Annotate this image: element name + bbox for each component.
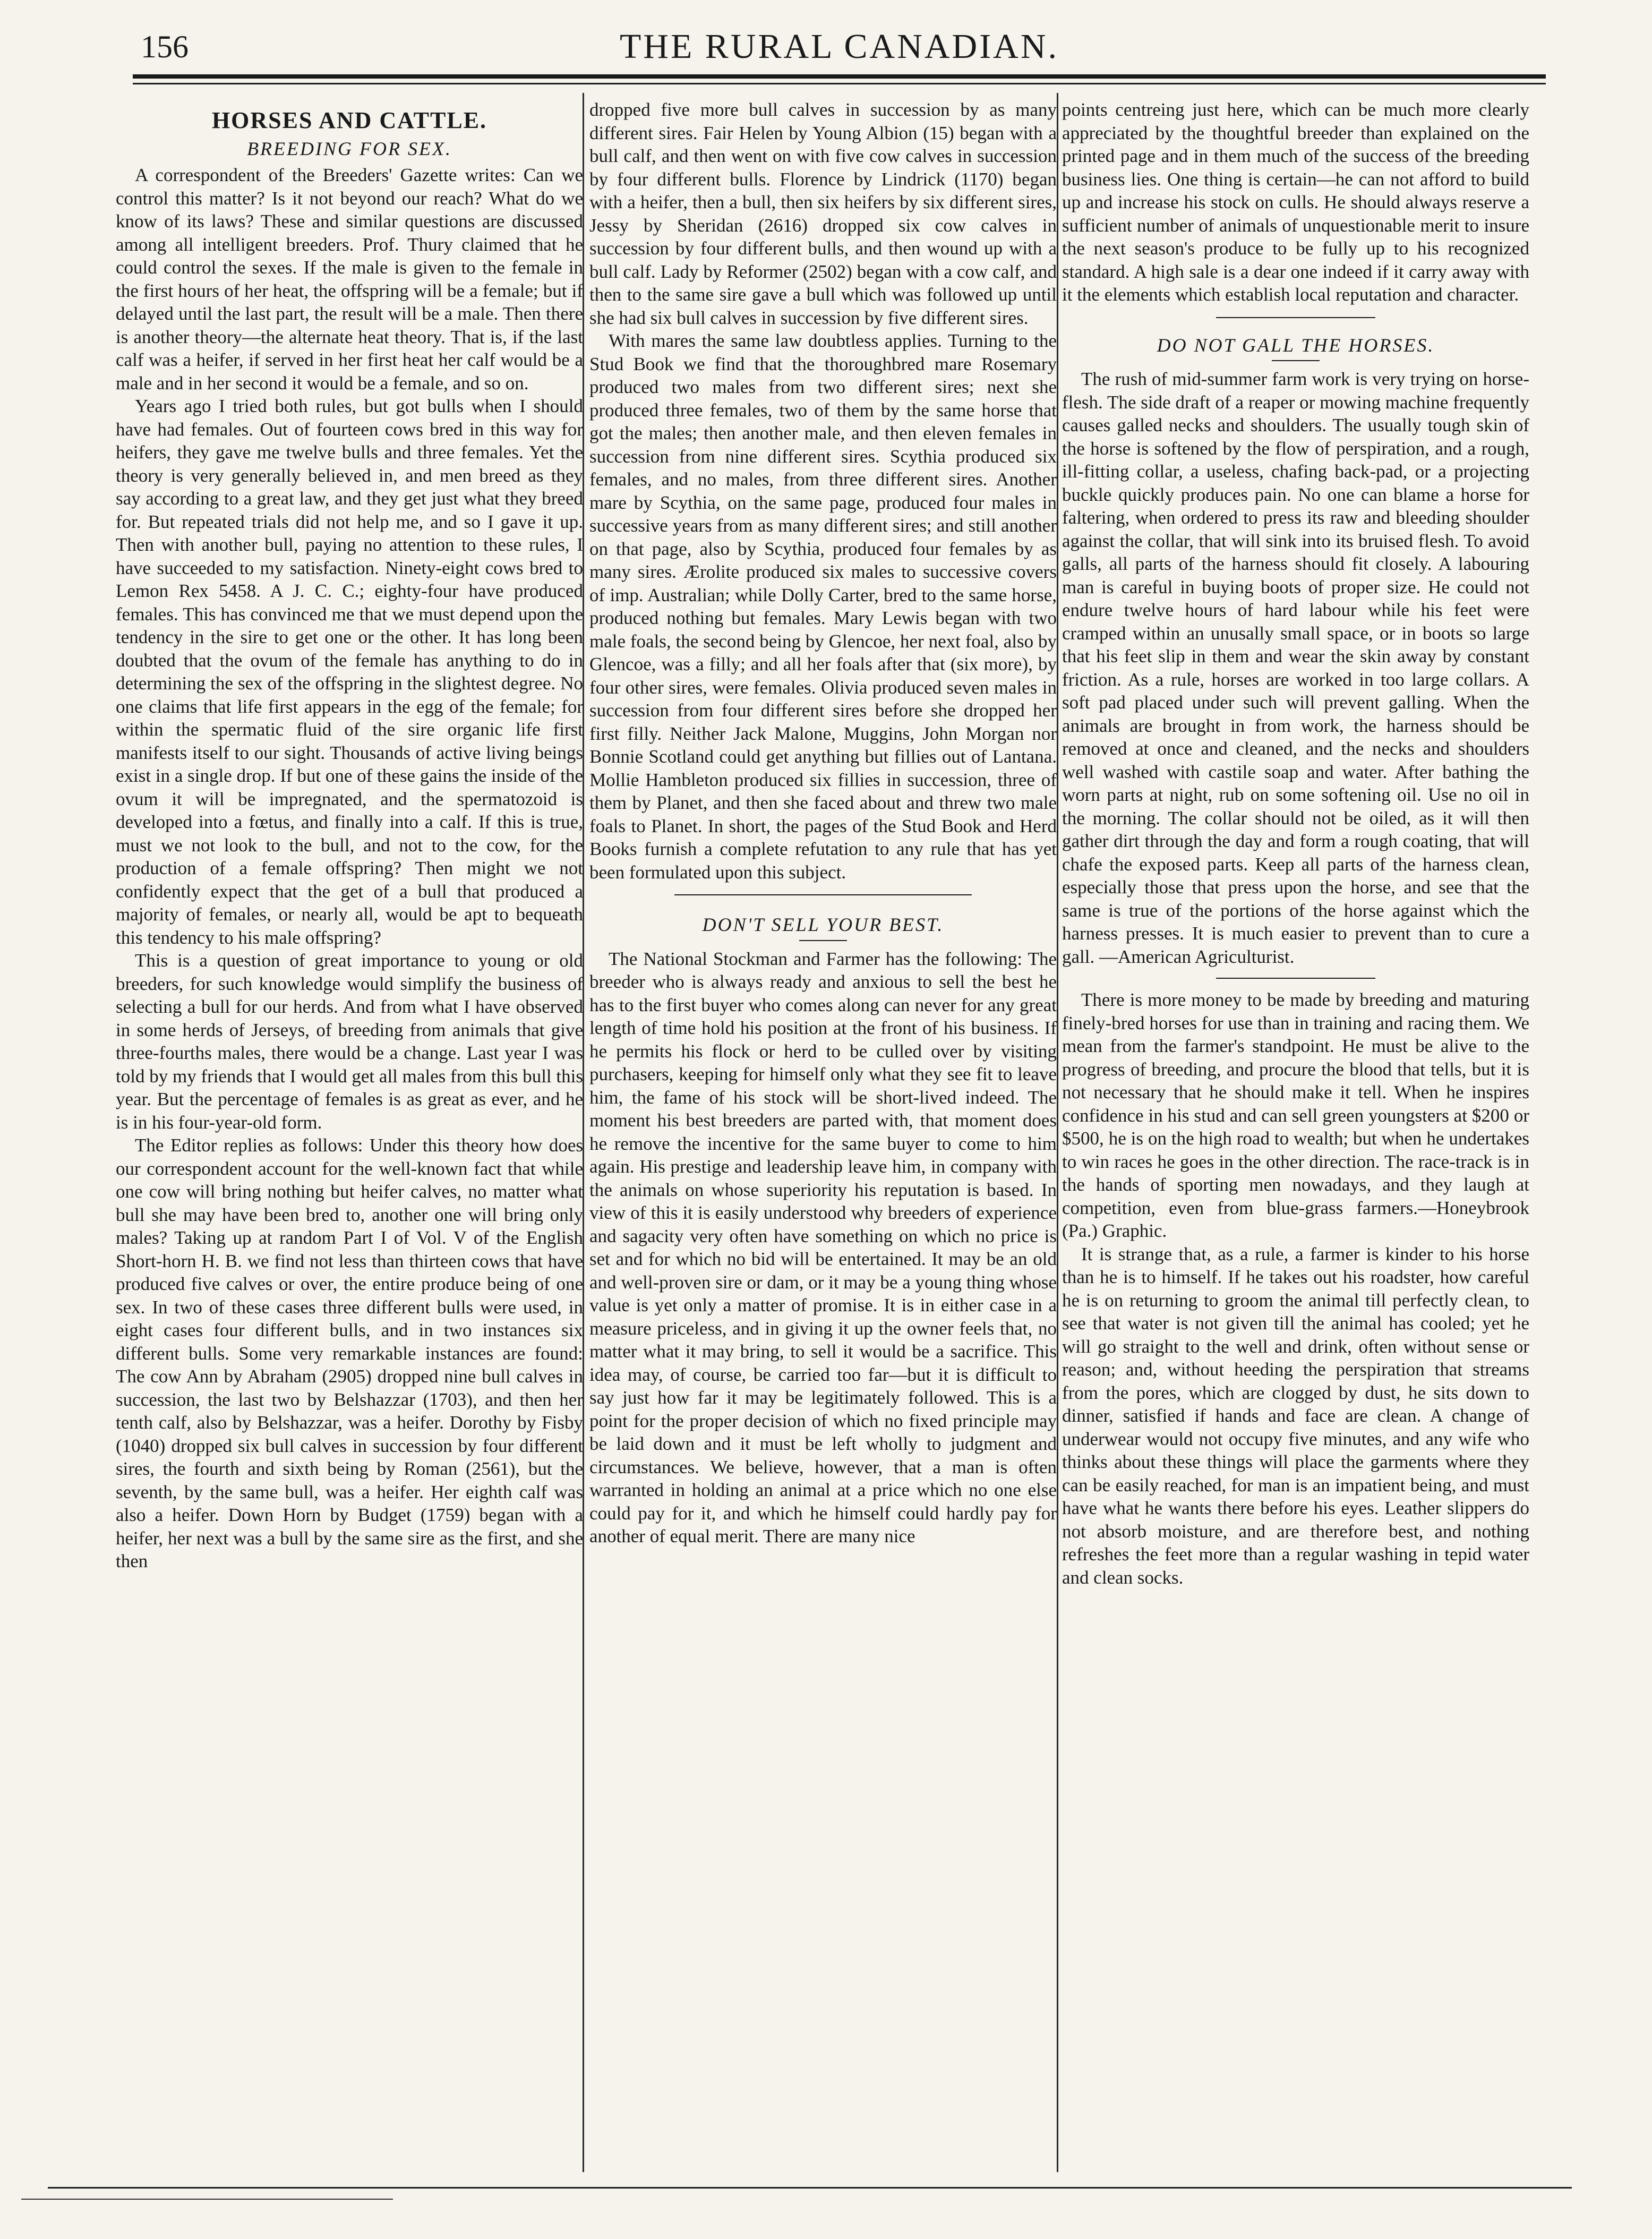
header-rule bbox=[133, 74, 1546, 79]
article-title-gall: DO NOT GALL THE HORSES. bbox=[1157, 334, 1435, 356]
paragraph: It is strange that, as a rule, a farmer is kinder to his horse than he is to himself. If he takes out his roadster, how careful he is on returning to groom the animal till perfectly clean, to see that water is not given till the animal has cooled; yet he will go straight to the well and drink, often without sense or reason; and, without heeding the perspiration that streams from the pores, which are clogged by dust, he sits down to dinner, satisfied if hands and face are clean. A change of underwear would not occupy five minutes, and any wife who thinks about these things will place the garments where they can be easily reached, for man is an impatient being, and must have what he wants there before his eyes. Leather slippers do not absorb moisture, and are therefore best, and nothing refreshes the feet more than a regular washing in tepid water and clean socks. bbox=[1062, 1243, 1529, 1588]
article-title-breeding: BREEDING FOR SEX. bbox=[247, 138, 452, 159]
paragraph: dropped five more bull calves in succession by as many different sires. Fair Helen by Young Albion (15) began with a bull calf, and then went on with five cow calves in succession by four different bulls. Florence by Lindrick (1170) began with a heifer, then a bull, then six heifers by six different sires, Jessy by Sheridan (2616) dropped six cow calves in succession by four different bulls, and then wound up with a bull calf. Lady by Reformer (2502) began with a cow calf, and then to the same sire gave a bull which was followed up until she had six bull calves in succession by five different sires. bbox=[589, 99, 1057, 328]
section-divider bbox=[1216, 317, 1375, 318]
footer-rule-fragment bbox=[21, 2199, 393, 2200]
paragraph: This is a question of great importance to young or old breeders, for such knowledge would simplify the business of selecting a bull for our herds. And from what I have observed in some herds of Jerseys, of breeding from animals that give three-fourths males, there would be a change. Last year I was told by my friends that I would get all males from this bull this year. But the percentage of females is as great as ever, and he is in his four-year-old form. bbox=[116, 950, 583, 1133]
paragraph: points centreing just here, which can be much more clearly appreciated by the thoughtful breeder than explained on the printed page and in them much of the success of the breeding business lies. One thing is certain—he can not afford to build up and increase his stock on culls. He should always reserve a sufficient number of animals of unquestionable merit to insure the next season's produce to be fully up to his recognized standard. A high sale is a dear one indeed if it carry away with it the elements which establish local reputation and character. bbox=[1062, 99, 1529, 305]
title-rule bbox=[799, 940, 847, 941]
section-divider bbox=[1216, 978, 1375, 979]
paragraph: The National Stockman and Farmer has the following: The breeder who is always ready and anxious to sell the best he has to the first buyer who comes along can never for any great length of time hold his position at the front of his business. If he permits his flock or herd to be culled over by visiting purchasers, keeping for himself only what they see fit to leave him, the fame of his stock will be short-lived indeed. The moment his best breeders are parted with, that moment does he remove the incentive for the same buyer to come to him again. His prestige and leadership leave him, in company with the animals on whose superiority his reputation is based. In view of this it is easily understood why breeders of experience and sagacity very often have something on which no price is set and for which no bid will be entertained. It may be an old and well-proven sire or dam, or it may be a young thing whose value is yet only a matter of promise. It is in either case in a measure priceless, and in giving it up the owner feels that, no matter what it may bring, to sell it would be a sacrifice. This idea may, of course, be carried too far—but it is difficult to say just how far it may be legitimately followed. This is a point for the proper decision of which no fixed principle may be laid down and it must be left wholly to judgment and circumstances. We believe, however, that a man is often warranted in holding an animal at a price which no one else could pay for it, and which he himself could hardly pay for another of equal merit. There are many nice bbox=[589, 948, 1057, 1546]
page-number: 156 bbox=[141, 29, 189, 64]
paragraph: A correspondent of the Breeders' Gazette writes: Can we control this matter? Is it not beyond our reach? What do we know of its laws? These and similar questions are discussed among all intelligent breeders. Prof. Thury claimed that he could control the sexes. If the male is given to the female in the first hours of her heat, the offspring will be a female; but if delayed until the last part, the result will be a male. Then there is another theory—the alternate heat theory. That is, if the last calf was a heifer, if served in her first heat her calf would be a male and in her second it would be a female, and so on. bbox=[116, 165, 583, 394]
section-divider bbox=[674, 894, 972, 895]
page-header bbox=[133, 23, 1546, 71]
paragraph: The Editor replies as follows: Under this theory how does our correspondent account for the well-known fact that while one cow will bring nothing but heifer calves, no matter what bull she may have been bred to, another one will bring only males? Taking up at random Part I of Vol. V of the English Short-horn H. B. we find not less than thirteen cows that have produced five calves or over, the entire produce being of one sex. In two of these cases three different bulls were used, in eight cases four different bulls, and in two instances six different bulls. Some very remarkable instances are found: The cow Ann by Abraham (2905) dropped nine bull calves in succession, the last two by Belshazzar (1703), and then her tenth calf, also by Belshazzar, was a heifer. Dorothy by Fisby (1040) dropped six bull calves in succession by four different sires, the fourth and sixth being by Roman (2561), but the seventh, by the same bull, was a heifer. Her eighth calf was also a heifer. Down Horn by Budget (1759) began with a heifer, her next was a bull by the same sire as the first, and she then bbox=[116, 1135, 583, 1571]
section-title: HORSES AND CATTLE. bbox=[211, 107, 487, 133]
paragraph: There is more money to be made by breeding and maturing finely-bred horses for use than in training and racing them. We mean from the farmer's standpoint. He must be alive to the progress of breeding, and procure the blood that tells, but it is not necessary that he should make it tell. When he inspires confidence in his stud and can sell green youngsters at $200 or $500, he is on the high road to wealth; but when he undertakes to win races he goes in the other direction. The race-track is in the hands of sporting men nowadays, and they laugh at competition, even from blue-grass farmers.—Honeybrook (Pa.) Graphic. bbox=[1062, 989, 1529, 1241]
column-1 bbox=[116, 98, 583, 2175]
column-3 bbox=[1062, 98, 1529, 2175]
article-title-dont-sell: DON'T SELL YOUR BEST. bbox=[702, 914, 944, 935]
title-rule bbox=[1272, 360, 1320, 361]
column-divider bbox=[1057, 93, 1058, 2172]
footer-rule bbox=[48, 2187, 1572, 2189]
paragraph: Years ago I tried both rules, but got bulls when I should have had females. Out of fourteen cows bred in this way for heifers, they gave me twelve bulls and three females. Yet the theory is very generally believed in, and men breed as they say according to a great law, and they get just what they breed for. But repeated trials did not help me, and so I gave it up. Then with another bull, paying no attention to these rules, I have succeeded to my satisfaction. Ninety-eight cows bred to Lemon Rex 5458. A J. C. C.; eighty-four have produced females. This has convinced me that we must depend upon the tendency in the sire to get one or the other. It has long been doubted that the ovum of the female has anything to do in determining the sex of the offspring in the slightest degree. No one claims that life first appears in the egg of the female; for within the spermatic fluid of the sire organic life first manifests itself to our sight. Thousands of active living beings exist in a single drop. If but one of these gains the inside of the ovum it will be impregnated, and the spermatozoid is developed into a fœtus, and finally into a calf. If this is true, must we not look to the bull, and not to the cow, for the production of a female offspring? Then might we not confidently expect that the get of a bull that produced a majority of females, or nearly all, would be apt to bequeath this tendency to his male offspring? bbox=[116, 396, 583, 948]
paragraph: The rush of mid-summer farm work is very trying on horse-flesh. The side draft of a reaper or mowing machine frequently causes galled necks and shoulders. The usually tough skin of the horse is softened by the flow of perspiration, and a rough, ill-fitting collar, a useless, chafing back-pad, or a projecting buckle quickly produces pain. No one can blame a horse for faltering, when ordered to press its raw and bleeding shoulder against the collar, that will sink into its bruised flesh. To avoid galls, all parts of the harness should fit closely. A labouring man is careful in buying boots of proper size. He could not endure twelve hours of hard labour while his feet were cramped within an unusally small space, or in boots so large that his feet slip in them and wear the skin away by constant friction. As a rule, horses are worked in too large collars. A soft pad placed under such will prevent galling. When the animals are brought in from work, the harness should be removed at once and cleaned, and the necks and shoulders well washed with castile soap and water. After bathing the worn parts at night, rub on some softening oil. Use no oil in the morning. The collar should not be oiled, as it will then gather dirt through the day and form a rough coating, that will chafe the exposed parts. Keep all parts of the harness clean, especially those that press upon the horse, and see that the same is true of the portions of the horse against which the harness presses. It is much easier to prevent than to cure a gall. —American Agriculturist. bbox=[1062, 369, 1529, 967]
header-rule-thin bbox=[133, 83, 1546, 84]
paragraph: With mares the same law doubtless applies. Turning to the Stud Book we find that the thoroughbred mare Rosemary produced two males from two different sires; next she produced three females, two of them by the same horse that got the males; then another male, and then eleven females in succession from nine different sires. Scythia produced six females, and no males, from three different sires. Another mare by Scythia, on the same page, produced four males in successive years from as many different sires; and still another on that page, also by Scythia, produced four females by as many sires. Ærolite produced six males to successive covers of imp. Australian; while Dolly Carter, bred to the same horse, produced nothing but females. Mary Lewis began with two male foals, the second being by Glencoe, her next foal, also by Glencoe, was a filly; and all her foals after that (six more), by four other sires, were females. Olivia produced seven males in succession from four different sires before she dropped her first filly. Neither Jack Malone, Muggins, John Morgan nor Bonnie Scotland could get anything but fillies out of Lantana. Mollie Hambleton produced six fillies in succession, three of them by Planet, and then she faced about and threw two male foals to Planet. In short, the pages of the Stud Book and Herd Books furnish a complete refutation to any rule that has yet been formulated upon this subject. bbox=[589, 330, 1057, 883]
column-2 bbox=[589, 98, 1057, 2175]
newspaper-title: THE RURAL CANADIAN. bbox=[619, 27, 1059, 66]
